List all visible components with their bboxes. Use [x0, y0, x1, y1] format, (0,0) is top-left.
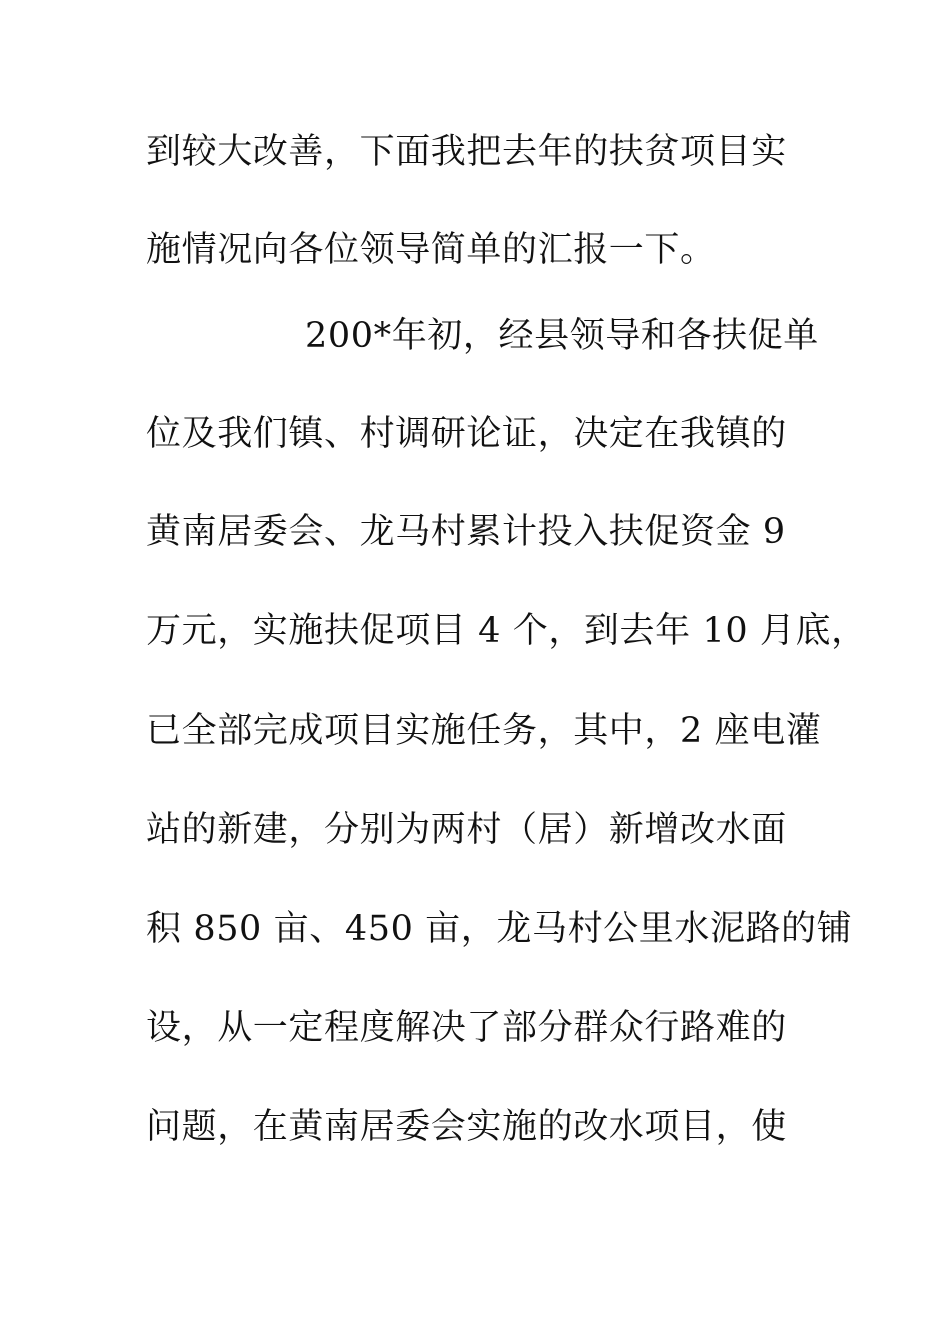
text-line-4: 位及我们镇、村调研论证，决定在我镇的 — [146, 414, 787, 454]
text-line-5: 黄南居委会、龙马村累计投入扶促资金 9 — [146, 512, 786, 552]
text-line-3: 200*年初，经县领导和各扶促单 — [305, 316, 819, 356]
text-line-9: 积 850 亩、450 亩，龙马村公里水泥路的铺 — [146, 909, 853, 949]
text-line-6: 万元，实施扶促项目 4 个，到去年 10 月底， — [146, 611, 867, 651]
text-line-2: 施情况向各位领导简单的汇报一下。 — [146, 230, 716, 270]
text-line-7: 已全部完成项目实施任务，其中，2 座电灌 — [146, 711, 822, 751]
text-line-8: 站的新建，分别为两村（居）新增改水面 — [146, 810, 787, 850]
text-line-10: 设，从一定程度解决了部分群众行路难的 — [146, 1008, 787, 1048]
text-line-11: 问题，在黄南居委会实施的改水项目，使 — [146, 1107, 787, 1147]
text-line-1: 到较大改善，下面我把去年的扶贫项目实 — [146, 132, 787, 172]
